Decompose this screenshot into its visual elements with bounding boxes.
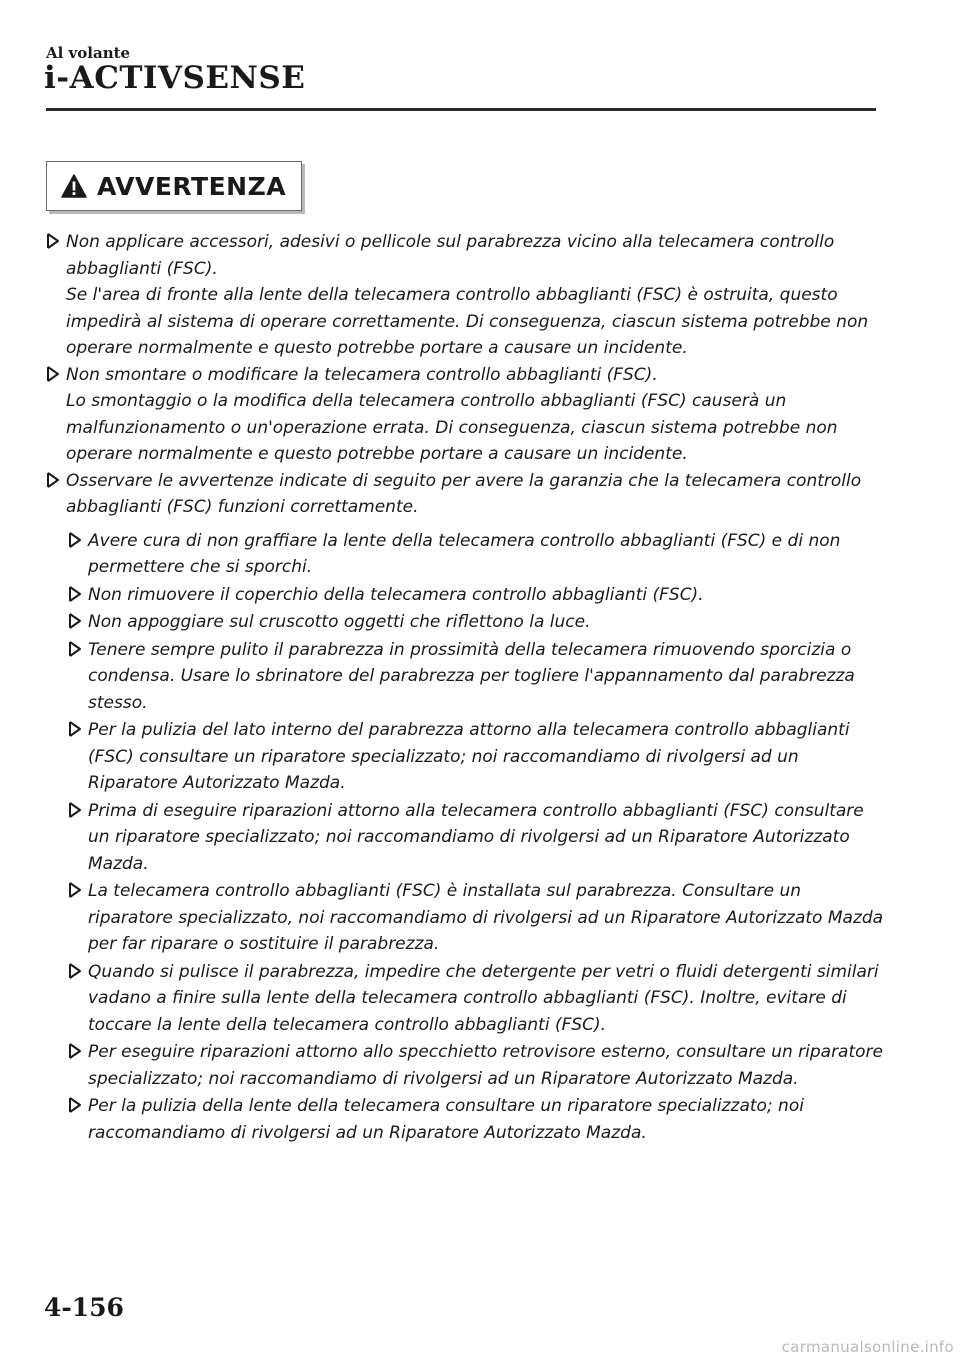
section-title: i-ACTIVSENSE bbox=[44, 60, 306, 96]
sub-item-text: Avere cura di non graffiare la lente della telecamera controllo abbaglianti (FSC) e di non permettere che si sporchi. bbox=[88, 530, 841, 577]
sub-list-item bbox=[68, 1039, 886, 1092]
list-item bbox=[46, 229, 886, 362]
list-item bbox=[46, 362, 886, 468]
sub-item-text: La telecamera controllo abbaglianti (FSC) è installata sul parabrezza. Consultare un riparatore specializzato, noi raccomandiamo di rivolgersi ad un Riparatore Autorizzato Mazda per far riparare o sostituire il parabrezza. bbox=[88, 881, 884, 954]
arrow-bullet-icon bbox=[68, 585, 82, 603]
sub-list-item bbox=[68, 528, 886, 581]
sub-item-text: Tenere sempre pulito il parabrezza in prossimità della telecamera rimuovendo sporcizia o condensa. Usare lo sbrinatore del parabrezza per togliere l'appannamento dal parabrezza stesso. bbox=[88, 639, 855, 713]
arrow-bullet-icon bbox=[46, 232, 60, 250]
arrow-bullet-icon bbox=[68, 801, 82, 819]
arrow-bullet-icon bbox=[46, 365, 60, 383]
item-text: Lo smontaggio o la modifica della telecamera controllo abbaglianti (FSC) causerà un malfunzionamento o un'operazione errata. Di conseguenza, ciascun sistema potrebbe non operare normalmente e questo potrebbe portare a causare un incidente. bbox=[66, 391, 838, 464]
watermark: carmanualsonline.info bbox=[781, 1338, 954, 1356]
section-label: Al volante bbox=[46, 44, 131, 62]
arrow-bullet-icon bbox=[68, 1096, 82, 1114]
sub-list bbox=[46, 528, 886, 1147]
arrow-bullet-icon bbox=[46, 471, 60, 489]
arrow-bullet-icon bbox=[68, 612, 82, 630]
warning-content bbox=[46, 229, 886, 1147]
sub-item-text: Per la pulizia della lente della telecamera consultare un riparatore specializzato; noi raccomandiamo di rivolgersi ad un Riparatore Autorizzato Mazda. bbox=[88, 1096, 804, 1143]
item-text: Non smontare o modificare la telecamera controllo abbaglianti (FSC). bbox=[66, 364, 658, 385]
sub-list-item bbox=[68, 1093, 886, 1146]
item-text: Osservare le avvertenze indicate di seguito per avere la garanzia che la telecamera controllo abbaglianti (FSC) funzioni correttamente. bbox=[66, 470, 862, 517]
sub-item-text: Non appoggiare sul cruscotto oggetti che riflettono la luce. bbox=[88, 612, 591, 632]
sub-item-text: Quando si pulisce il parabrezza, impedire che detergente per vetri o fluidi detergenti similari vadano a finire sulla lente della telecamera controllo abbaglianti (FSC). Inoltre, evitare di toccare la lente della telecamera controllo abbaglianti (FSC). bbox=[88, 961, 879, 1035]
sub-item-text: Non rimuovere il coperchio della telecamera controllo abbaglianti (FSC). bbox=[88, 584, 704, 605]
sub-list-item bbox=[68, 878, 886, 958]
sub-list-item bbox=[68, 959, 886, 1039]
sub-list-item bbox=[68, 717, 886, 797]
page-number: 4-156 bbox=[44, 1293, 124, 1322]
sub-list-item bbox=[68, 637, 886, 717]
arrow-bullet-icon bbox=[68, 962, 82, 980]
title-rule bbox=[46, 108, 876, 111]
sub-item-text: Per eseguire riparazioni attorno allo specchietto retrovisore esterno, consultare un riparatore specializzato; noi raccomandiamo di rivolgersi ad un Riparatore Autorizzato Mazda. bbox=[88, 1042, 883, 1089]
sub-item-text: Prima di eseguire riparazioni attorno alla telecamera controllo abbaglianti (FSC) consultare un riparatore specializzato; noi raccomandiamo di rivolgersi ad un Riparatore Autorizzato Mazda. bbox=[88, 800, 864, 874]
list-item bbox=[46, 468, 886, 521]
arrow-bullet-icon bbox=[68, 881, 82, 899]
arrow-bullet-icon bbox=[68, 720, 82, 738]
sub-list-item bbox=[68, 582, 886, 609]
sub-list-item bbox=[68, 609, 886, 636]
item-text: Non applicare accessori, adesivi o pellicole sul parabrezza vicino alla telecamera controllo abbaglianti (FSC). bbox=[66, 232, 835, 279]
warning-title: AVVERTENZA bbox=[97, 171, 287, 201]
item-text: Se l'area di fronte alla lente della telecamera controllo abbaglianti (FSC) è ostruita, questo impedirà al sistema di operare correttamente. Di conseguenza, ciascun sistema potrebbe non operare normalmente e questo potrebbe portare a causare un incidente. bbox=[66, 285, 869, 358]
arrow-bullet-icon bbox=[68, 640, 82, 658]
arrow-bullet-icon bbox=[68, 1042, 82, 1060]
warning-box bbox=[46, 161, 302, 211]
sub-list-item bbox=[68, 798, 886, 878]
sub-item-text: Per la pulizia del lato interno del parabrezza attorno alla telecamera controllo abbaglianti (FSC) consultare un riparatore specializzato; noi raccomandiamo di rivolgersi ad un Riparatore Autorizzato Mazda. bbox=[88, 720, 850, 793]
arrow-bullet-icon bbox=[68, 531, 82, 549]
warning-triangle-icon bbox=[61, 174, 87, 198]
